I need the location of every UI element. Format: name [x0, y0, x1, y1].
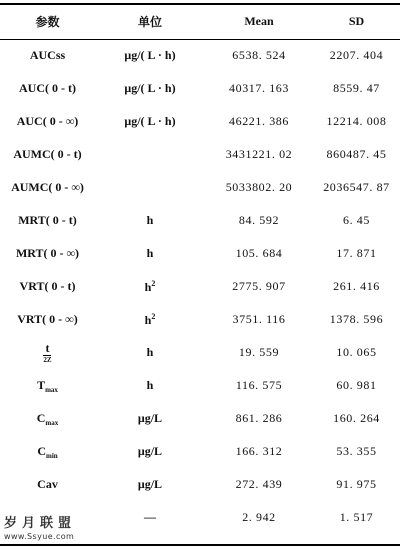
- param-fraction: [43, 342, 51, 364]
- unit-cell: [95, 402, 205, 435]
- param-cell: [0, 39, 95, 72]
- watermark-url: www.Ssyue.com: [4, 532, 75, 541]
- unit-superscript: 2: [151, 278, 156, 288]
- param-cell: [0, 237, 95, 270]
- unit-cell: [95, 336, 205, 369]
- param-fraction-top: t: [45, 341, 50, 355]
- mean-cell: 105. 684: [235, 246, 283, 260]
- unit-cell: [95, 105, 205, 138]
- unit-cell: [95, 369, 205, 402]
- mean-cell: 6538. 524: [232, 48, 286, 62]
- mean-cell: 3431221. 02: [225, 147, 293, 161]
- sd-cell: 2036547. 87: [323, 180, 390, 194]
- header-row: [0, 3, 400, 39]
- mean-cell: 861. 286: [235, 411, 283, 425]
- param-cell: [0, 270, 95, 303]
- sd-cell: 53. 355: [336, 444, 377, 458]
- unit-cell: [95, 435, 205, 468]
- param-cell: [0, 435, 95, 468]
- unit-label: μg/( L · h): [124, 48, 176, 62]
- unit-label: μg/( L · h): [124, 81, 176, 95]
- mean-cell: 84. 592: [238, 213, 280, 227]
- unit-label: μg/L: [137, 411, 163, 425]
- param-subscript: max: [45, 385, 58, 394]
- sd-cell: 91. 975: [336, 477, 377, 491]
- unit-label: h: [144, 279, 152, 294]
- table-row: [0, 369, 400, 402]
- unit-cell: [95, 468, 205, 501]
- table-row: [0, 270, 400, 303]
- unit-label: μg/( L · h): [124, 114, 176, 128]
- sd-cell: 160. 264: [333, 411, 380, 425]
- param-label: VRT( 0 - ∞): [17, 312, 78, 326]
- header-param: 参数: [35, 14, 60, 29]
- sd-cell: 1378. 596: [329, 312, 384, 326]
- unit-cell: [95, 204, 205, 237]
- mean-cell: 40317. 163: [229, 81, 289, 95]
- table-row: [0, 303, 400, 336]
- unit-cell: [95, 171, 205, 204]
- sd-cell: 60. 981: [336, 378, 377, 392]
- param-label: AUMC( 0 - ∞): [11, 180, 84, 194]
- param-label: VRT( 0 - t): [19, 279, 76, 293]
- param-label: MRT( 0 - ∞): [15, 246, 80, 260]
- mean-cell: 2775. 907: [232, 279, 286, 293]
- sd-cell: 8559. 47: [333, 81, 380, 95]
- table-row: [0, 336, 400, 369]
- param-label: AUC( 0 - t): [19, 81, 76, 95]
- unit-cell: [95, 39, 205, 72]
- param-cell: [0, 402, 95, 435]
- param-cell: [0, 138, 95, 171]
- unit-cell: [95, 303, 205, 336]
- sd-cell: 17. 871: [336, 246, 377, 260]
- unit-label: h: [146, 213, 154, 227]
- unit-label: h: [146, 378, 154, 392]
- param-label: C: [37, 443, 46, 458]
- param-label: AUCss: [29, 48, 66, 62]
- param-cell: [0, 171, 95, 204]
- mean-cell: 19. 559: [238, 345, 280, 359]
- unit-label: h: [144, 312, 152, 327]
- unit-label: μg/L: [137, 477, 163, 491]
- param-cell: [0, 105, 95, 138]
- param-cell: [0, 303, 95, 336]
- mean-cell: 166. 312: [235, 444, 283, 458]
- param-subscript: max: [45, 418, 59, 427]
- table-row: [0, 237, 400, 270]
- sd-cell: 261. 416: [333, 279, 380, 293]
- unit-cell: [95, 270, 205, 303]
- unit-label: μg/L: [137, 444, 163, 458]
- param-label: T: [37, 377, 46, 392]
- table-row: [0, 105, 400, 138]
- sd-cell: 1. 517: [339, 510, 374, 524]
- param-cell: [0, 369, 95, 402]
- table-row: [0, 72, 400, 105]
- param-cell: [0, 468, 95, 501]
- param-cell: [0, 72, 95, 105]
- sd-cell: 12214. 008: [326, 114, 387, 128]
- param-cell: [0, 336, 95, 369]
- sd-cell: 10. 065: [336, 345, 377, 359]
- watermark-name: 岁月联盟: [4, 516, 77, 531]
- mean-cell: 272. 439: [235, 477, 283, 491]
- table-row: [0, 402, 400, 435]
- unit-cell: [95, 72, 205, 105]
- header-mean: Mean: [244, 13, 274, 28]
- table-row: [0, 138, 400, 171]
- param-cell: [0, 204, 95, 237]
- unit-label: h: [146, 246, 154, 260]
- mean-cell: 46221. 386: [229, 114, 289, 128]
- table-body: [0, 39, 400, 534]
- mean-cell: 3751. 116: [232, 312, 286, 326]
- table-row: [0, 171, 400, 204]
- param-label: Cav: [37, 477, 58, 491]
- mean-cell: 2. 942: [242, 510, 276, 524]
- unit-label: —: [144, 510, 156, 524]
- table-row: [0, 39, 400, 72]
- param-label: C: [36, 410, 46, 425]
- param-label: AUC( 0 - ∞): [16, 114, 79, 128]
- mean-cell: 116. 575: [235, 378, 283, 392]
- table-row: [0, 204, 400, 237]
- unit-cell: [95, 237, 205, 270]
- header-sd: SD: [348, 13, 365, 28]
- watermark-logo: [4, 512, 124, 546]
- unit-superscript: 2: [151, 311, 156, 321]
- sd-cell: 860487. 45: [326, 147, 387, 161]
- unit-cell: [95, 138, 205, 171]
- mean-cell: 5033802. 20: [225, 180, 293, 194]
- table-row: [0, 468, 400, 501]
- header-unit: 单位: [137, 14, 162, 29]
- pk-parameter-table: [0, 3, 400, 534]
- unit-label: h: [146, 345, 154, 359]
- table-row: [0, 435, 400, 468]
- param-fraction-bottom: 2Z: [43, 356, 52, 364]
- param-label: AUMC( 0 - t): [13, 147, 82, 161]
- sd-cell: 6. 45: [343, 213, 370, 227]
- param-subscript: min: [46, 451, 58, 460]
- param-label: MRT( 0 - t): [18, 213, 77, 227]
- sd-cell: 2207. 404: [329, 48, 384, 62]
